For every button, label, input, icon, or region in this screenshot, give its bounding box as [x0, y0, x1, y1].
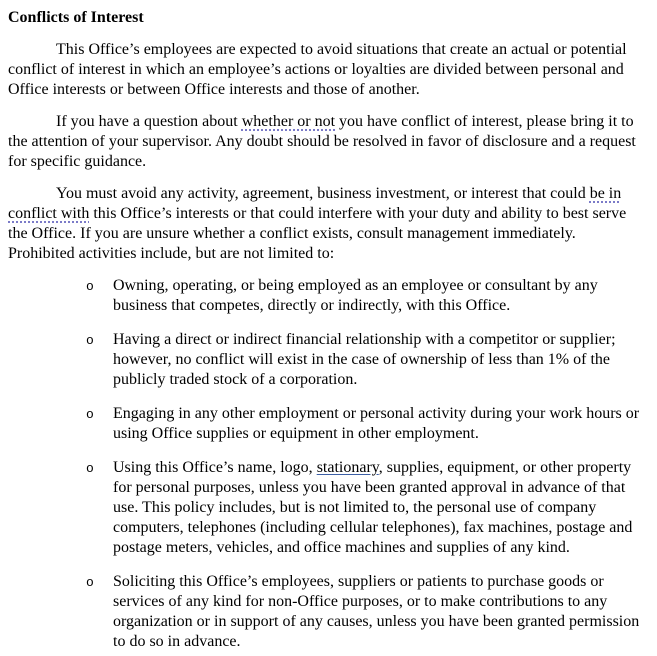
bullet-item	[86, 458, 640, 558]
document-title: Conflicts of Interest	[8, 9, 144, 26]
bullet-marker-icon: o	[86, 279, 94, 294]
document-body	[8, 40, 640, 652]
grammar-squiggle-text: be in conflict with	[8, 185, 622, 222]
text-segment: You must avoid any activity, agreement, business investment, or interest that could	[56, 185, 590, 202]
text-segment: Using this Office’s name, logo,	[113, 459, 317, 476]
stationary-link[interactable]: stationary	[316, 459, 379, 476]
bullet-item	[86, 572, 640, 652]
text-segment: Having a direct or indirect financial relationship with a competitor or supplier; however, no conflict will exist in the case of ownership of less than 1% of the publicly traded stock of a corporation.	[113, 331, 616, 388]
bullet-item	[86, 404, 640, 444]
bullet-marker-icon: o	[86, 407, 94, 422]
text-segment: you have conflict of interest, please bring it to the attention of your supervisor. Any doubt should be resolved in favor of disclosure and a request for specific guidance.	[8, 113, 636, 170]
grammar-squiggle-text: whether or not	[241, 113, 336, 130]
text-segment: Soliciting this Office’s employees, suppliers or patients to purchase goods or services of any kind for non-Office purposes, or to make contributions to any organization or in support of any causes, unless you have been granted permission to do so in advance.	[113, 573, 640, 650]
paragraph	[8, 184, 640, 264]
bullet-marker-icon: o	[86, 333, 94, 348]
text-segment: Owning, operating, or being employed as an employee or consultant by any business that competes, directly or indirectly, with this Office.	[113, 277, 598, 314]
paragraph	[8, 40, 640, 100]
bullet-item	[86, 276, 640, 316]
bullet-marker-icon: o	[86, 575, 94, 590]
text-segment: If you have a question about	[56, 113, 242, 130]
paragraph	[8, 112, 640, 172]
bullet-item	[86, 330, 640, 390]
text-segment: Engaging in any other employment or personal activity during your work hours or using Office supplies or equipment in other employment.	[113, 405, 640, 442]
text-segment: , supplies, equipment, or other property for personal purposes, unless you have been granted approval in advance of that use. This policy includes, but is not limited to, the personal use of company computers, telephones (including cellular telephones), fax machines, postage and postage meters, vehicles, and office machines and supplies of any kind.	[113, 459, 633, 556]
text-segment: this Office’s interests or that could interfere with your duty and ability to best serve the Office. If you are unsure whether a conflict exists, consult management immediately. Prohibited activities include, but are not limited to:	[8, 205, 627, 262]
text-segment: This Office’s employees are expected to avoid situations that create an actual or potential conflict of interest in which an employee’s actions or loyalties are divided between personal and Office interests or between Office interests and those of another.	[8, 41, 627, 98]
bullet-marker-icon: o	[86, 461, 94, 476]
